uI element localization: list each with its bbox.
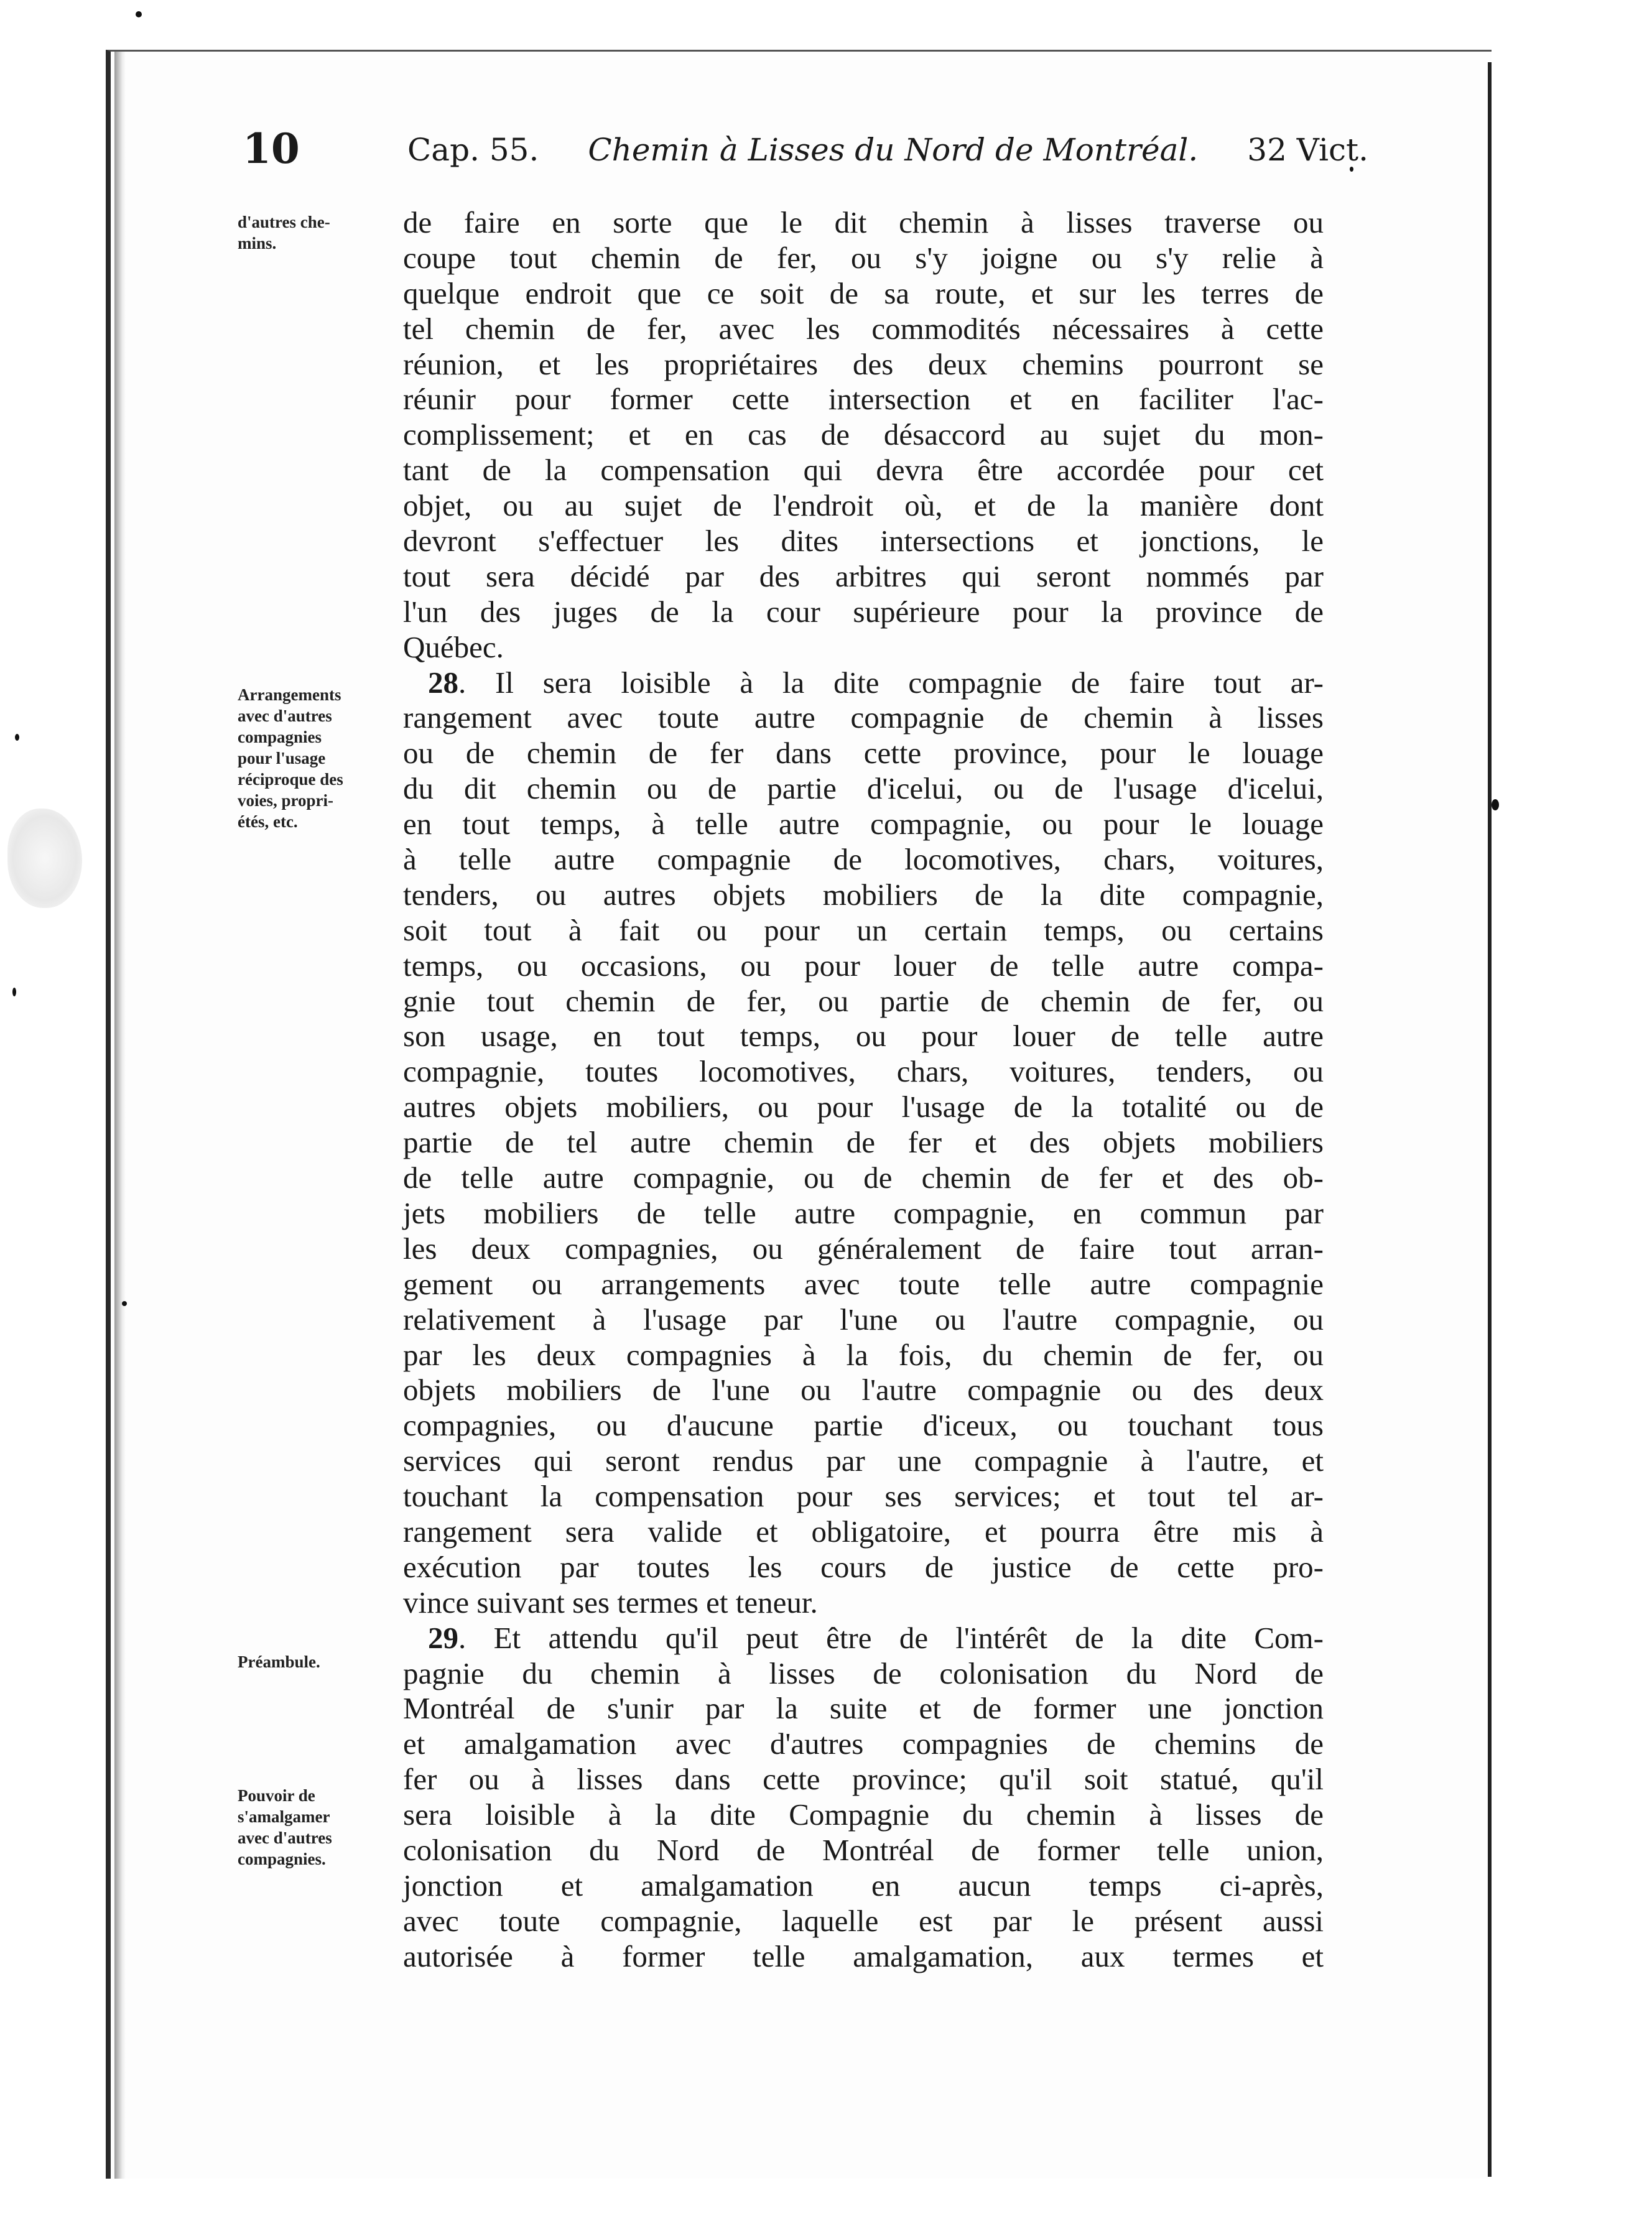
text-line: les deux compagnies, ou généralement de faire tout arran- xyxy=(403,1231,1324,1266)
text-line: quelque endroit que ce soit de sa route, et sur les terres de xyxy=(403,276,1324,310)
text-line: réunion, et les propriétaires des deux chemins pourront se xyxy=(403,346,1324,381)
text-line: de telle autre compagnie, ou de chemin de fer et des ob- xyxy=(403,1161,1324,1195)
text-line: sera loisible à la dite Compagnie du chemin à lisses de xyxy=(403,1797,1324,1832)
section-28-first-line xyxy=(403,665,1324,701)
text-line: complissement; et en cas de désaccord au sujet du mon- xyxy=(403,417,1324,452)
scan-speck xyxy=(1492,799,1499,810)
text-line: gement ou arrangements avec toute telle autre compagnie xyxy=(403,1266,1324,1301)
section-number-28: 28 xyxy=(428,665,458,700)
text-line: gnie tout chemin de fer, ou partie de chemin de fer, ou xyxy=(403,983,1324,1018)
sidenote-arrangements: Arrangements avec d'autres compagnies pour l'usage réciproque des voies, propri- étés, etc. xyxy=(238,685,343,831)
text-line: ou de chemin de fer dans cette province, pour le louage xyxy=(403,736,1324,771)
text-line: jonction et amalgamation en aucun temps ci-après, xyxy=(403,1868,1324,1903)
text-line: à telle autre compagnie de locomotives, chars, voitures, xyxy=(403,842,1324,877)
scan-speck xyxy=(12,988,16,996)
text-line: autres objets mobiliers, ou pour l'usage de la totalité ou de xyxy=(403,1090,1324,1124)
text-line: et amalgamation avec d'autres compagnies de chemins de xyxy=(403,1726,1324,1761)
text-line: objets mobiliers de l'une ou l'autre compagnie ou des deux xyxy=(403,1373,1324,1407)
text-line: Québec. xyxy=(403,629,504,664)
text-line: l'un des juges de la cour supérieure pour la province de xyxy=(403,594,1324,629)
text-line: temps, ou occasions, ou pour louer de telle autre compa- xyxy=(403,948,1324,983)
running-head xyxy=(407,132,1368,168)
regnal-year: 32 Vict. xyxy=(1247,132,1368,168)
sidenote-pouvoir-amalgamer: Pouvoir de s'amalgamer avec d'autres compagnies. xyxy=(238,1786,332,1868)
running-title: Chemin à Lisses du Nord de Montréal. xyxy=(588,132,1199,168)
text-line: tenders, ou autres objets mobiliers de la dite compagnie, xyxy=(403,877,1324,912)
text-line: de faire en sorte que le dit chemin à lisses traverse ou xyxy=(403,205,1324,239)
text-line: rangement avec toute autre compagnie de chemin à lisses xyxy=(403,700,1324,735)
sidenote-preambule: Préambule. xyxy=(238,1652,320,1671)
text-line: par les deux compagnies à la fois, du chemin de fer, ou xyxy=(403,1337,1324,1372)
text-line: fer ou à lisses dans cette province; qu'il soit statué, qu'il xyxy=(403,1762,1324,1797)
chapter-label: Cap. 55. xyxy=(407,132,539,168)
text-line: touchant la compensation pour ses services; et tout tel ar- xyxy=(403,1479,1324,1514)
text-line: rangement sera valide et obligatoire, et pourra être mis à xyxy=(403,1514,1324,1549)
text-line: relativement à l'usage par l'une ou l'autre compagnie, ou xyxy=(403,1302,1324,1337)
text-line: services qui seront rendus par une compagnie à l'autre, et xyxy=(403,1444,1324,1478)
text-line: devront s'effectuer les dites intersections et jonctions, le xyxy=(403,524,1324,558)
text-line: Montréal de s'unir par la suite et de former une jonction xyxy=(403,1691,1324,1726)
text-line: jets mobiliers de telle autre compagnie, en commun par xyxy=(403,1195,1324,1230)
text-line: vince suivant ses termes et teneur. xyxy=(403,1585,818,1620)
statute-body xyxy=(403,205,1324,1975)
text-line: exécution par toutes les cours de justice de cette pro- xyxy=(403,1549,1324,1584)
text-line: . Et attendu qu'il peut être de l'intérêt de la dite Com- xyxy=(458,1620,1324,1655)
text-line: . Il sera loisible à la dite compagnie de faire tout ar- xyxy=(458,665,1324,700)
text-line: en tout temps, à telle autre compagnie, ou pour le louage xyxy=(403,807,1324,841)
text-line: compagnies, ou d'aucune partie d'iceux, ou touchant tous xyxy=(403,1408,1324,1443)
scan-speck xyxy=(136,11,142,17)
page-header xyxy=(243,124,1368,193)
text-line: réunir pour former cette intersection et en faciliter l'ac- xyxy=(403,382,1324,417)
text-line: objet, ou au sujet de l'endroit où, et de la manière dont xyxy=(403,488,1324,523)
section-29-first-line xyxy=(403,1621,1324,1656)
text-line: coupe tout chemin de fer, ou s'y joigne ou s'y relie à xyxy=(403,240,1324,275)
text-line: compagnie, toutes locomotives, chars, voitures, tenders, ou xyxy=(403,1054,1324,1089)
text-line: tel chemin de fer, avec les commodités nécessaires à cette xyxy=(403,311,1324,346)
text-line: colonisation du Nord de Montréal de former telle union, xyxy=(403,1832,1324,1867)
text-line: pagnie du chemin à lisses de colonisation du Nord de xyxy=(403,1656,1324,1690)
text-line: tout sera décidé par des arbitres qui seront nommés par xyxy=(403,558,1324,593)
facing-page-edge xyxy=(1488,62,1492,2177)
text-line: autorisée à former telle amalgamation, aux termes et xyxy=(403,1939,1324,1973)
text-line: soit tout à fait ou pour un certain temps, ou certains xyxy=(403,912,1324,947)
section-number-29: 29 xyxy=(428,1620,458,1655)
page-number: 10 xyxy=(243,124,300,173)
scan-speck xyxy=(15,734,19,741)
text-line: avec toute compagnie, laquelle est par le présent aussi xyxy=(403,1903,1324,1938)
text-line: son usage, en tout temps, ou pour louer de telle autre xyxy=(403,1019,1324,1054)
paper-blot xyxy=(7,809,82,908)
text-line: partie de tel autre chemin de fer et des objets mobiliers xyxy=(403,1125,1324,1160)
scan-speck xyxy=(122,1301,127,1306)
text-line: du dit chemin ou de partie d'icelui, ou de l'usage d'icelui, xyxy=(403,771,1324,806)
sidenote-autres-chemins: d'autres che- mins. xyxy=(238,213,330,253)
text-line: tant de la compensation qui devra être accordée pour cet xyxy=(403,453,1324,488)
